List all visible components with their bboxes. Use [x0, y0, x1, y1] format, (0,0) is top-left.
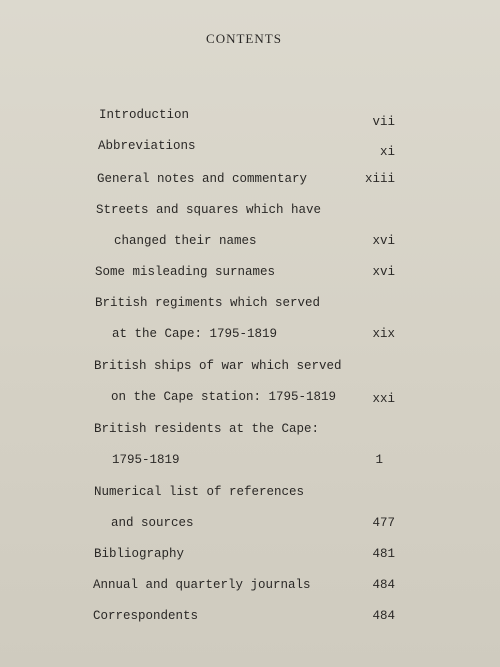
toc-entry-ships-line-1 [94, 357, 395, 375]
toc-entry-page: xiii [364, 172, 395, 186]
toc-entry-page: vii [372, 115, 395, 129]
toc-entry-references-line-1 [94, 483, 395, 501]
toc-entry-label: Bibliography [94, 547, 185, 561]
toc-entry-label: Annual and quarterly journals [93, 578, 311, 592]
toc-entry-abbreviations [98, 137, 395, 159]
toc-entry-label: General notes and commentary [97, 172, 308, 186]
toc-entry-page: xi [379, 145, 395, 159]
toc-entry-label: British ships of war which served [94, 359, 342, 373]
toc-entry-streets-line-2 [114, 232, 395, 250]
toc-entry-regiments-line-2 [112, 325, 395, 343]
toc-entry-page: xvi [372, 265, 395, 279]
toc-entry-page: 481 [372, 547, 395, 561]
toc-entry-page: xvi [372, 234, 395, 248]
toc-entry-general-notes [97, 170, 395, 188]
toc-entry-page: 477 [372, 516, 395, 530]
toc-entry-introduction [99, 106, 395, 129]
toc-entry-page: 484 [372, 609, 395, 623]
toc-entry-page: xix [372, 327, 395, 341]
toc-entry-label: Streets and squares which have [96, 203, 322, 217]
toc-entry-ships-line-2 [111, 388, 395, 406]
toc-entry-bibliography [94, 545, 395, 563]
toc-entry-references-line-2 [111, 514, 395, 532]
toc-entry-page: xxi [372, 392, 395, 406]
toc-entry-label: Abbreviations [98, 139, 196, 153]
toc-entry-label: Introduction [99, 108, 190, 122]
toc-entry-journals [93, 576, 395, 594]
toc-entry-label: at the Cape: 1795-1819 [112, 327, 278, 341]
toc-entry-page: 1 [375, 453, 383, 467]
toc-entry-label: Some misleading surnames [95, 265, 276, 279]
toc-entry-residents-line-1 [94, 420, 395, 438]
toc-entry-correspondents [93, 607, 395, 625]
toc-entry-residents-line-2 [112, 451, 383, 469]
page-title: CONTENTS [206, 31, 282, 46]
toc-entry-label: on the Cape station: 1795-1819 [111, 390, 337, 404]
toc-entry-label: 1795-1819 [112, 453, 180, 467]
toc-entry-regiments-line-1 [95, 294, 395, 312]
toc-entry-label: British residents at the Cape: [94, 422, 320, 436]
toc-entry-label: Correspondents [93, 609, 199, 623]
toc-entry-label: British regiments which served [95, 296, 321, 310]
toc-entry-label: and sources [111, 516, 194, 530]
toc-entry-streets-line-1 [96, 201, 395, 219]
toc-entry-label: Numerical list of references [94, 485, 305, 499]
toc-entry-page: 484 [372, 578, 395, 592]
toc-entry-misleading-surnames [95, 263, 395, 281]
toc-entry-label: changed their names [114, 234, 257, 248]
